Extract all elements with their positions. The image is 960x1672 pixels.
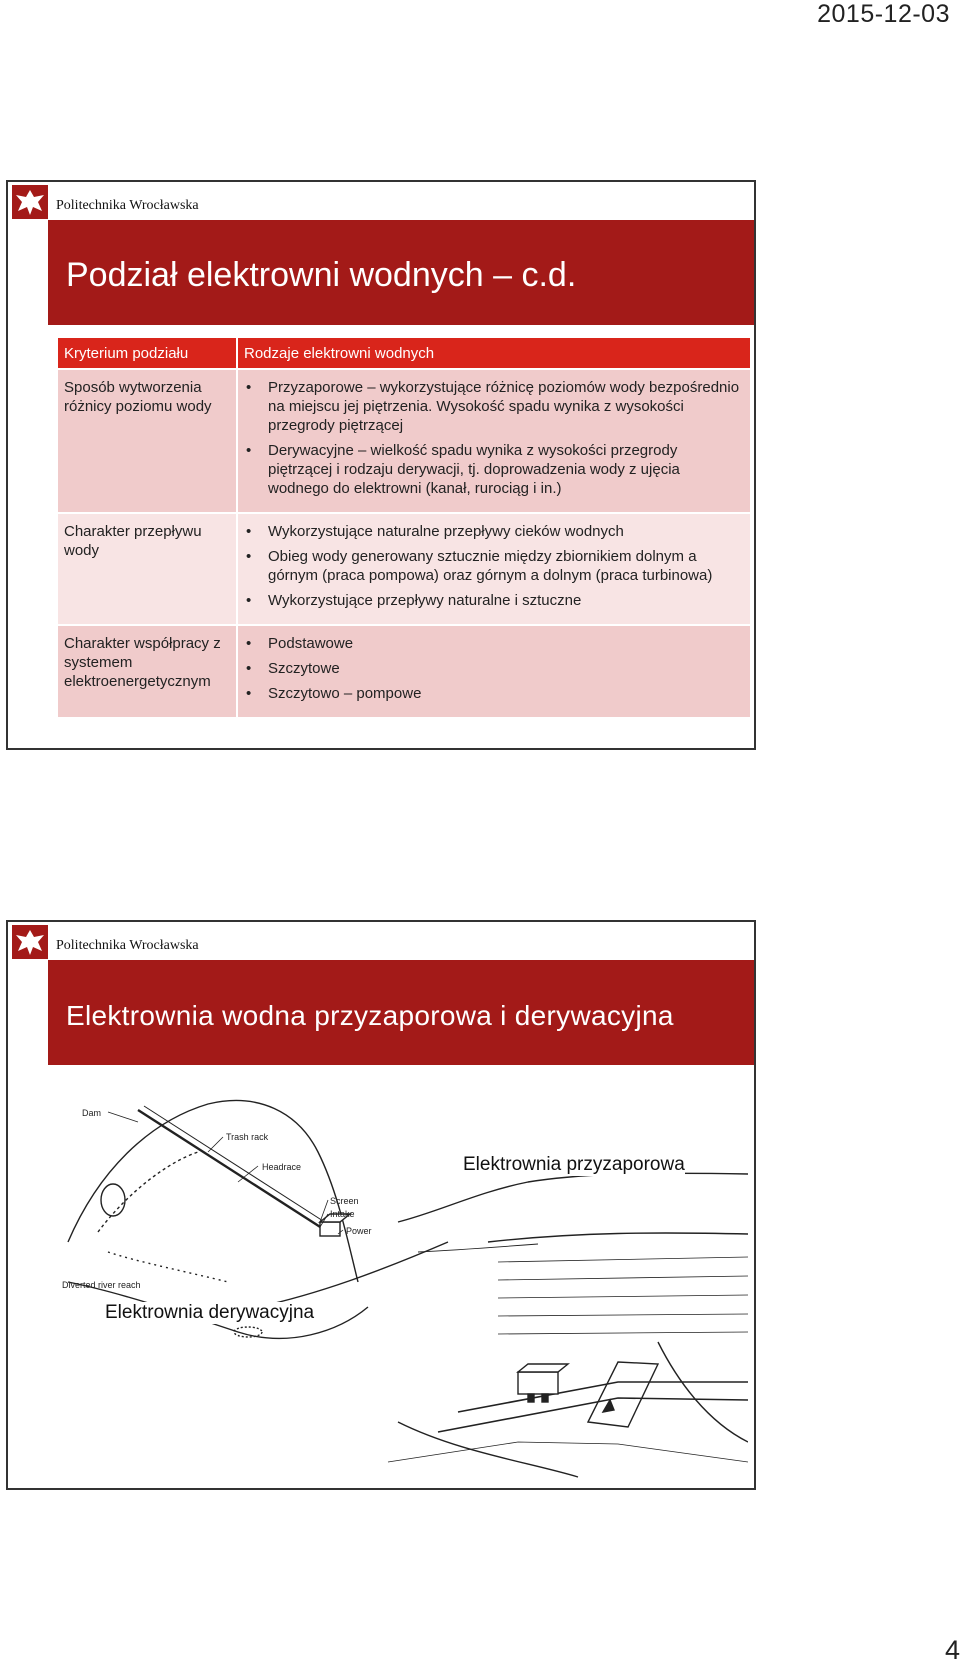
eagle-icon (12, 925, 48, 959)
types-cell (238, 512, 750, 624)
title-band (48, 960, 754, 1065)
university-name: Politechnika Wrocławska (56, 938, 199, 953)
caption-przyzaporowa: Elektrownia przyzaporowa (463, 1154, 685, 1175)
diagram-label-screen: Screen (330, 1196, 359, 1206)
university-logo (12, 924, 199, 960)
slide-2 (6, 920, 756, 1490)
university-logo (12, 184, 199, 220)
caption-derywacyjna: Elektrownia derywacyjna (105, 1302, 315, 1323)
title-band (48, 220, 754, 325)
types-cell (238, 368, 750, 512)
list-item: • Wykorzystujące przepływy naturalne i sztuczne (268, 591, 744, 610)
page-number: 4 (944, 1635, 960, 1665)
list-item: • Podstawowe (268, 634, 744, 653)
list-item: • Derywacyjne – wielkość spadu wynika z wysokości przegrody piętrzącej i rodzaju derywacji, tj. doprowadzenia wody z ujęcia wodnego do elektrowni (kanał, rurociąg i in.) (268, 441, 744, 498)
list-item: • Przyzaporowe – wykorzystujące różnicę poziomów wody bezpośrednio na miejscu jej piętrzenia. Wysokość spadu wynika z wysokości przegrody piętrzącej (268, 378, 744, 435)
column-header-criterion: Kryterium podziału (58, 338, 238, 368)
slide-title: Podział elektrowni wodnych – c.d. (66, 256, 577, 294)
list-item: • Szczytowe (268, 659, 744, 678)
diagram-label-dam: Dam (82, 1108, 102, 1118)
criterion-cell: Charakter przepływu wody (58, 512, 238, 624)
hydropower-illustration (58, 1082, 748, 1482)
column-header-types: Rodzaje elektrowni wodnych (238, 338, 750, 368)
eagle-icon (12, 185, 48, 219)
diagram-label-intake: Intake (330, 1209, 355, 1219)
diagram-label-trash-rack: Trash rack (226, 1132, 269, 1142)
slide-1 (6, 180, 756, 750)
table-row (58, 512, 750, 624)
dam-plant-sketch (388, 1173, 748, 1477)
diagram-label-headrace: Headrace (262, 1162, 302, 1172)
diagram-label-power: Power (346, 1226, 372, 1236)
list-item: • Szczytowo – pompowe (268, 684, 744, 703)
table-row (58, 368, 750, 512)
table-row (58, 624, 750, 717)
table-header-row (58, 338, 750, 368)
types-cell (238, 624, 750, 717)
criterion-cell: Sposób wytworzenia różnicy poziomu wody (58, 368, 238, 512)
list-item: • Obieg wody generowany sztucznie między zbiornikiem dolnym a górnym (praca pompowa) oraz górnym a dolnym (praca turbinowa) (268, 547, 744, 585)
list-item: • Wykorzystujące naturalne przepływy cieków wodnych (268, 522, 744, 541)
classification-table (58, 338, 750, 717)
diagram-label-diverted-river-reach: Diverted river reach (62, 1280, 141, 1290)
slide-title: Elektrownia wodna przyzaporowa i derywacyjna (66, 1000, 674, 1031)
university-name: Politechnika Wrocławska (56, 198, 199, 213)
criterion-cell: Charakter współpracy z systemem elektroenergetycznym (58, 624, 238, 717)
document-date: 2015-12-03 (817, 0, 950, 28)
